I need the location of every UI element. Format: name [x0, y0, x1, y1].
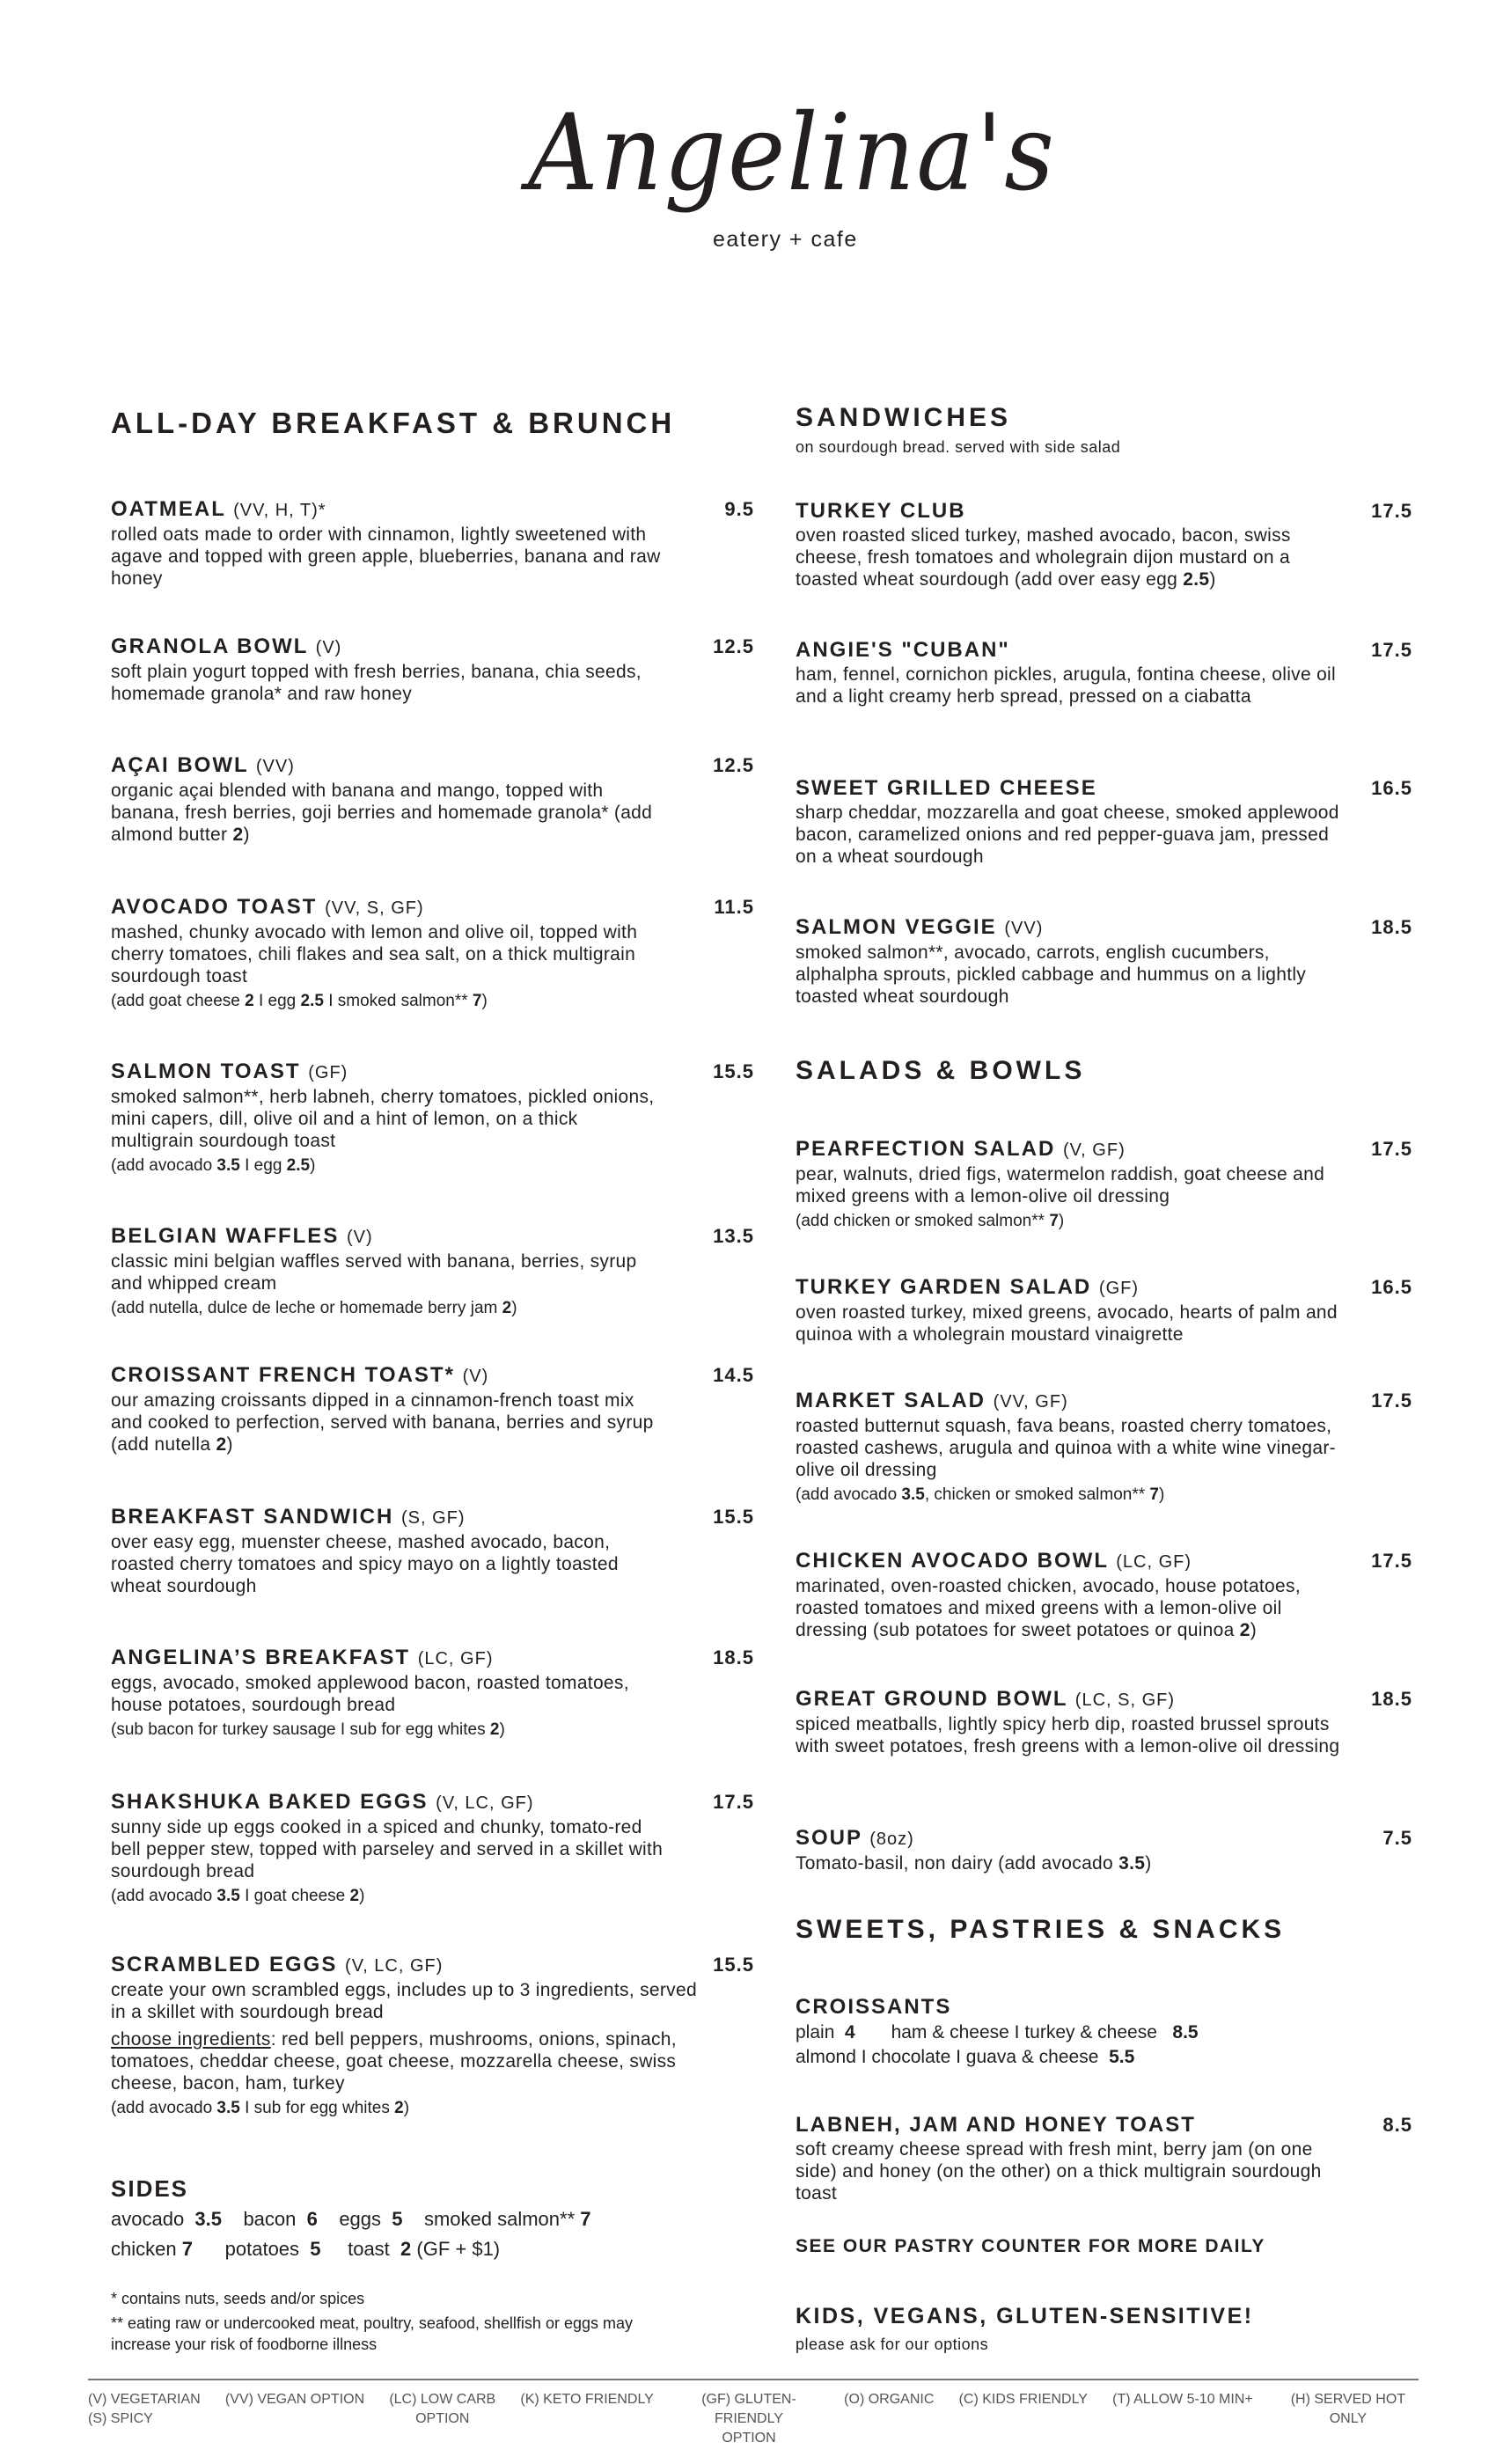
item-description: marinated, oven-roasted chicken, avocado, house potatoes, roasted tomatoes and mixed greens with a lemon-olive oil dressing (sub potatoes for sweet potatoes or quinoa 2)	[796, 1576, 1301, 1640]
item-name: CROISSANT FRENCH TOAST* (V)	[111, 1363, 489, 1387]
kids-vegans-heading: KIDS, VEGANS, GLUTEN-SENSITIVE!	[796, 2304, 1254, 2328]
dietary-legend	[88, 2390, 1419, 2448]
item-addon: (sub potatoes for sweet potatoes or quinoa 2)	[872, 1620, 1258, 1640]
item-dietary-tags: (V, LC, GF)	[436, 1793, 534, 1813]
footer-divider	[88, 2379, 1419, 2380]
item-dietary-tags: (LC, GF)	[1116, 1552, 1192, 1572]
item-description: rolled oats made to order with cinnamon, lightly sweetened with agave and topped with green apple, blueberries, banana and raw honey	[111, 524, 661, 589]
menu-item	[796, 1274, 1412, 1346]
item-price: 17.5	[1371, 639, 1412, 661]
menu-item-croissants	[796, 1994, 1199, 2070]
menu-item	[796, 637, 1412, 708]
dietary-legend-entry: (VV) VEGAN OPTION	[224, 2392, 365, 2407]
item-price: 18.5	[1371, 916, 1412, 938]
item-dietary-tags: (S, GF)	[401, 1508, 466, 1528]
item-price: 8.5	[1382, 2114, 1412, 2136]
item-description: over easy egg, muenster cheese, mashed avocado, bacon, roasted cherry tomatoes and spicy mayo on a lightly toasted wheat sourdough	[111, 1532, 619, 1596]
item-addon: (add avocado 3.5)	[998, 1853, 1152, 1874]
item-description: oven roasted sliced turkey, mashed avocado, bacon, swiss cheese, fresh tomatoes and wholegrain dijon mustard on a toasted wheat sourdough (add over easy egg 2.5)	[796, 525, 1291, 590]
dietary-legend-entry: (K) KETO FRIENDLY	[520, 2392, 654, 2407]
item-addon: (sub bacon for turkey sausage I sub for egg whites 2)	[111, 1720, 505, 1739]
footnote: * contains nuts, seeds and/or spices	[111, 2290, 365, 2307]
item-dietary-tags: (V, LC, GF)	[345, 1956, 444, 1976]
item-name: LABNEH, JAM AND HONEY TOAST	[796, 2113, 1196, 2137]
item-addon: (add avocado 3.5, chicken or smoked salmon** 7)	[796, 1485, 1165, 1504]
item-name: BREAKFAST SANDWICH (S, GF)	[111, 1505, 466, 1529]
item-price: 18.5	[1371, 1688, 1412, 1710]
item-price: 9.5	[724, 498, 754, 520]
item-description: our amazing croissants dipped in a cinnamon-french toast mix and cooked to perfection, served with banana, berries and syrup (add nutella 2)	[111, 1390, 654, 1455]
dietary-legend-entry: (C) KIDS FRIENDLY	[958, 2392, 1088, 2407]
item-price: 16.5	[1371, 777, 1412, 799]
menu-item	[796, 1136, 1412, 1233]
menu-item	[796, 775, 1412, 868]
item-description: pear, walnuts, dried figs, watermelon raddish, goat cheese and mixed greens with a lemon-olive oil dressing	[796, 1164, 1325, 1206]
item-name: OATMEAL (VV, H, T)*	[111, 497, 326, 521]
croissant-prices: plain 4 ham & cheese I turkey & cheese 8.5	[796, 2022, 1199, 2042]
item-addon: (add avocado 3.5 I sub for egg whites 2)	[111, 2099, 410, 2117]
item-name: SHAKSHUKA BAKED EGGS (V, LC, GF)	[111, 1790, 534, 1814]
menu-item	[796, 1825, 1412, 1874]
section-heading-sides: SIDES	[111, 2175, 189, 2202]
item-price: 15.5	[713, 1060, 754, 1082]
item-dietary-tags: (VV, S, GF)	[325, 898, 424, 918]
item-price: 12.5	[713, 754, 754, 776]
item-price: 17.5	[713, 1791, 754, 1813]
item-price: 11.5	[714, 896, 754, 918]
item-dietary-tags: (VV, H, T)*	[233, 501, 326, 520]
item-price: 13.5	[713, 1225, 754, 1247]
logo-script: Angelina's	[528, 92, 1056, 215]
item-name: TURKEY CLUB	[796, 499, 966, 523]
item-price: 17.5	[1371, 500, 1412, 522]
dietary-legend-entry: (O) ORGANIC	[844, 2392, 935, 2407]
item-price: 16.5	[1371, 1276, 1412, 1298]
item-description: eggs, avocado, smoked applewood bacon, roasted tomatoes, house potatoes, sourdough bread	[111, 1673, 629, 1715]
dietary-legend-entry: (T) ALLOW 5-10 MIN+	[1112, 2392, 1253, 2407]
logo-tagline: eatery + cafe	[713, 227, 858, 252]
item-price: 18.5	[713, 1646, 754, 1668]
menu-item	[796, 1548, 1412, 1641]
item-addon: (add chicken or smoked salmon** 7)	[796, 1212, 1065, 1230]
item-name: BELGIAN WAFFLES (V)	[111, 1224, 373, 1248]
item-dietary-tags: (VV, GF)	[993, 1392, 1068, 1412]
item-name: ANGIE'S "CUBAN"	[796, 638, 1010, 662]
item-dietary-tags: (V)	[347, 1228, 373, 1247]
item-name: TURKEY GARDEN SALAD (GF)	[796, 1275, 1140, 1299]
menu-item	[796, 2112, 1412, 2204]
croissant-prices: almond I chocolate I guava & cheese 5.5	[796, 2047, 1135, 2067]
item-addon: (add almond butter 2)	[111, 803, 653, 845]
sandwiches-subtitle: on sourdough bread. served with side salad	[796, 438, 1121, 456]
item-name: AÇAI BOWL (VV)	[111, 753, 295, 777]
item-description: organic açai blended with banana and mango, topped with banana, fresh berries, goji berries and homemade granola* (add almond butter 2)	[111, 781, 653, 845]
item-name: SWEET GRILLED CHEESE	[796, 776, 1097, 800]
item-name: CROISSANTS	[796, 1995, 952, 2019]
menu-item	[111, 496, 754, 590]
item-dietary-tags: (8oz)	[869, 1830, 914, 1849]
item-name: GREAT GROUND BOWL (LC, S, GF)	[796, 1687, 1176, 1711]
item-addon: (add avocado 3.5 I egg 2.5)	[111, 1156, 316, 1175]
sides-line: avocado 3.5 bacon 6 eggs 5 smoked salmon** 7	[111, 2208, 591, 2230]
item-description: create your own scrambled eggs, includes up to 3 ingredients, served in a skillet with sourdough bread	[111, 1980, 697, 2022]
item-description: smoked salmon**, herb labneh, cherry tomatoes, pickled onions, mini capers, dill, olive oil and a hint of lemon, on a thick multigrain sourdough toast	[111, 1087, 655, 1151]
item-dietary-tags: (GF)	[308, 1063, 348, 1082]
item-name: SALMON VEGGIE (VV)	[796, 915, 1044, 939]
item-description: oven roasted turkey, mixed greens, avocado, hearts of palm and quinoa with a wholegrain moustard vinaigrette	[796, 1302, 1338, 1345]
dietary-legend-entry: (GF) GLUTEN-FRIENDLY OPTION	[701, 2392, 796, 2446]
item-description: sharp cheddar, mozzarella and goat cheese, smoked applewood bacon, caramelized onions and red pepper-guava jam, pressed on a wheat sourdough	[796, 803, 1339, 867]
kids-vegans-note: please ask for our options	[796, 2336, 989, 2353]
menu-item	[111, 634, 754, 705]
item-name: SALMON TOAST (GF)	[111, 1060, 348, 1083]
item-name: CHICKEN AVOCADO BOWL (LC, GF)	[796, 1549, 1192, 1573]
menu-item	[796, 914, 1412, 1008]
section-heading-sandwiches: SANDWICHES	[796, 403, 1012, 432]
menu-item	[796, 498, 1412, 590]
menu-item	[111, 894, 754, 1013]
item-description: mashed, chunky avocado with lemon and olive oil, topped with cherry tomatoes, chili flakes and sea salt, on a thick multigrain sourdough toast	[111, 922, 638, 986]
menu-item	[796, 1686, 1412, 1757]
item-dietary-tags: (LC, S, GF)	[1074, 1690, 1176, 1710]
item-price: 17.5	[1371, 1138, 1412, 1160]
item-addon: (add goat cheese 2 I egg 2.5 I smoked salmon** 7)	[111, 992, 488, 1010]
section-heading-salads: SALADS & BOWLS	[796, 1056, 1086, 1085]
item-description: ham, fennel, cornichon pickles, arugula, fontina cheese, olive oil and a light creamy herb spread, pressed on a ciabatta	[796, 664, 1336, 707]
item-price: 17.5	[1371, 1390, 1412, 1412]
item-name: GRANOLA BOWL (V)	[111, 634, 342, 658]
restaurant-logo	[493, 75, 1056, 304]
item-dietary-tags: (V)	[315, 638, 342, 657]
section-heading-breakfast: ALL-DAY BREAKFAST & BRUNCH	[111, 407, 676, 439]
section-heading-sweets: SWEETS, PASTRIES & SNACKS	[796, 1915, 1286, 1944]
sides-line: chicken 7 potatoes 5 toast 2 (GF + $1)	[111, 2238, 501, 2260]
dietary-legend-entry: (LC) LOW CARB OPTION	[389, 2392, 496, 2426]
item-price: 17.5	[1371, 1550, 1412, 1572]
item-description: soft plain yogurt topped with fresh berries, banana, chia seeds, homemade granola* and raw honey	[111, 662, 642, 704]
item-description: sunny side up eggs cooked in a spiced and chunky, tomato-red bell pepper stew, topped with parseley and served in a skillet with sourdough bread	[111, 1817, 664, 1881]
item-dietary-tags: (VV)	[1004, 919, 1044, 938]
item-addon: (add nutella 2)	[111, 1434, 233, 1455]
item-price: 7.5	[1382, 1827, 1412, 1849]
menu-item	[111, 1362, 754, 1456]
item-description: classic mini belgian waffles served with banana, berries, syrup and whipped cream	[111, 1251, 637, 1294]
item-description: spiced meatballs, lightly spicy herb dip, roasted brussel sprouts with sweet potatoes, fresh greens with a lemon-olive oil dressing	[796, 1714, 1340, 1756]
menu-item	[111, 1504, 754, 1597]
menu-item	[111, 1223, 754, 1320]
item-price: 12.5	[713, 635, 754, 657]
menu-item	[111, 1645, 754, 1742]
item-dietary-tags: (GF)	[1098, 1279, 1140, 1298]
item-price: 15.5	[713, 1506, 754, 1528]
item-addon: (add over easy egg 2.5)	[1014, 569, 1216, 590]
item-name: MARKET SALAD (VV, GF)	[796, 1389, 1068, 1412]
item-description: roasted butternut squash, fava beans, roasted cherry tomatoes, roasted cashews, arugula and quinoa with a white wine vinegar-olive oil dressing	[796, 1416, 1336, 1480]
footnote: ** eating raw or undercooked meat, poultry, seafood, shellfish or eggs may increase your risk of foodborne illness	[111, 2314, 633, 2353]
item-description: Tomato-basil, non dairy (add avocado 3.5)	[796, 1853, 1152, 1874]
item-name: SCRAMBLED EGGS (V, LC, GF)	[111, 1953, 444, 1976]
item-price: 14.5	[713, 1364, 754, 1386]
menu-item	[111, 1952, 754, 2120]
item-addon: (add avocado 3.5 I goat cheese 2)	[111, 1887, 365, 1905]
item-dietary-tags: (VV)	[255, 757, 295, 776]
item-price: 15.5	[713, 1954, 754, 1976]
item-name: AVOCADO TOAST (VV, S, GF)	[111, 895, 424, 919]
item-description: smoked salmon**, avocado, carrots, english cucumbers, alphalpha sprouts, pickled cabbage and hummus on a lightly toasted wheat sourdough	[796, 942, 1307, 1007]
dietary-legend-entry: (V) VEGETARIAN (S) SPICY	[88, 2392, 201, 2426]
menu-item	[111, 1059, 754, 1177]
menu-item	[111, 752, 754, 846]
item-dietary-tags: (V, GF)	[1063, 1140, 1126, 1160]
dietary-legend-entry: (H) SERVED HOT ONLY	[1290, 2392, 1406, 2426]
item-description: soft creamy cheese spread with fresh mint, berry jam (on one side) and honey (on the other) on a thick multigrain sourdough toast	[796, 2139, 1322, 2204]
item-dietary-tags: (V)	[462, 1367, 489, 1386]
item-dietary-tags: (LC, GF)	[417, 1649, 494, 1668]
menu-item	[796, 1388, 1412, 1507]
item-name: SOUP (8oz)	[796, 1826, 914, 1850]
menu-item	[111, 1789, 754, 1908]
item-name: PEARFECTION SALAD (V, GF)	[796, 1137, 1126, 1161]
item-addon: (add nutella, dulce de leche or homemade berry jam 2)	[111, 1299, 517, 1317]
pastry-counter-note: SEE OUR PASTRY COUNTER FOR MORE DAILY	[796, 2236, 1265, 2256]
item-ingredients: choose ingredients: red bell peppers, mushrooms, onions, spinach, tomatoes, cheddar cheese, goat cheese, mozzarella cheese, swiss cheese, bacon, ham, turkey	[111, 2029, 677, 2094]
item-name: ANGELINA’S BREAKFAST (LC, GF)	[111, 1646, 494, 1669]
